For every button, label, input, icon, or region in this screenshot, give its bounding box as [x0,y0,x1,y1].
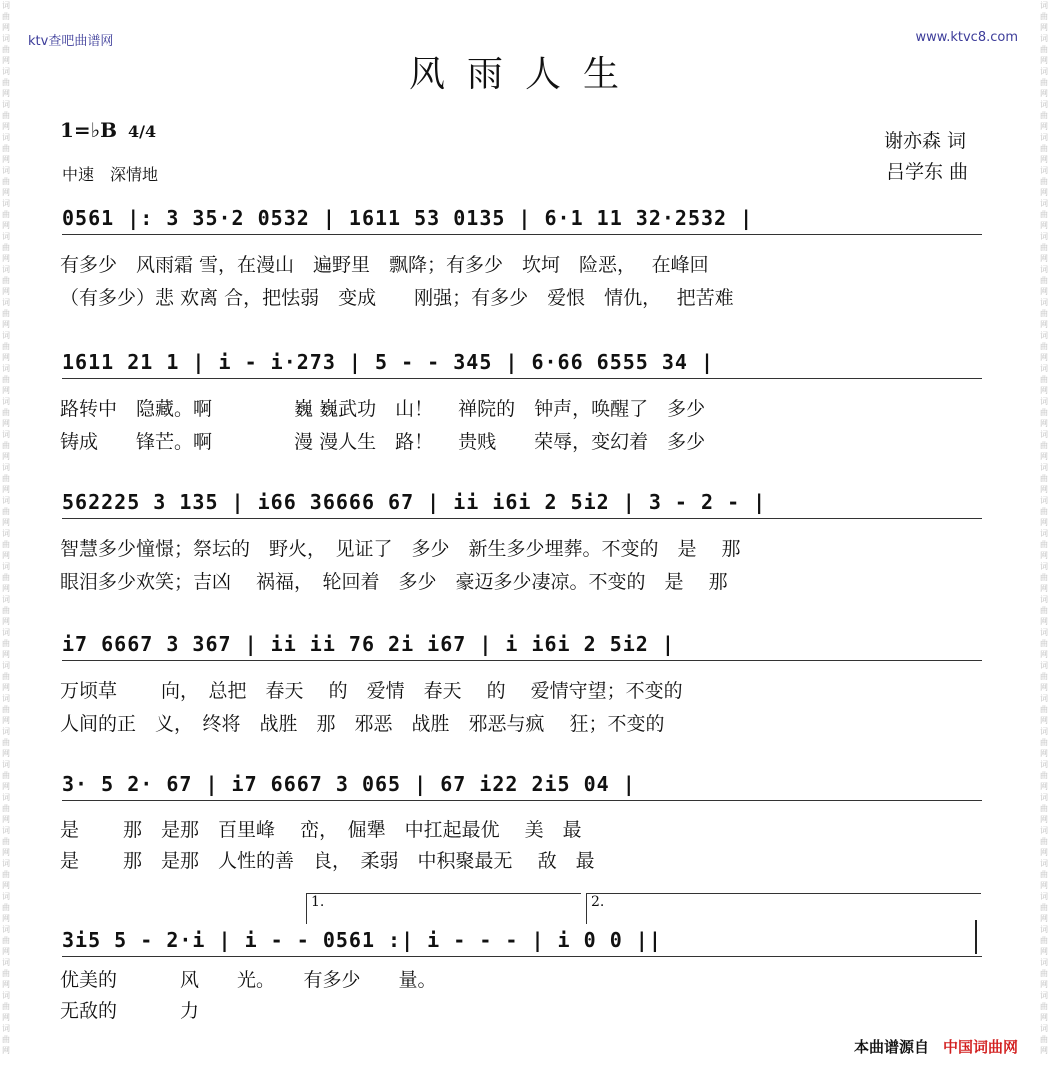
notation-line: i7 6667 3 367 | ii ii 76 2i i67 | i i6i 2 5i2 | [62,632,675,656]
watermark-char: 曲 [2,45,10,54]
watermark-char: 网 [2,848,10,857]
watermark-char: 词 [2,463,10,472]
watermark-char: 词 [2,298,10,307]
watermark-char: 网 [2,254,10,263]
watermark-char: 词 [1040,232,1048,241]
watermark-char: 词 [1040,694,1048,703]
watermark-char: 网 [2,23,10,32]
watermark-char: 词 [2,430,10,439]
watermark-char: 曲 [1040,144,1048,153]
lyric-line: 智慧多少憧憬；祭坛的 野火， 见证了 多少 新生多少埋葬。不变的 是 那 [60,538,741,560]
watermark-char: 词 [1040,727,1048,736]
watermark-char: 网 [2,1046,10,1055]
underline-beam [62,660,982,661]
lyric-line: 路转中 隐藏。啊 巍 巍武功 山！ 禅院的 钟声，唤醒了 多少 [60,398,706,420]
watermark-char: 词 [2,661,10,670]
watermark-strip-right [1038,0,1050,1083]
watermark-char: 词 [1040,364,1048,373]
notation-line: 1611 21 1 | i - i·273 | 5 - - 345 | 6·66 6555 34 | [62,350,715,374]
watermark-char: 网 [1040,23,1048,32]
watermark-char: 词 [1040,199,1048,208]
watermark-char: 曲 [1040,342,1048,351]
watermark-char: 曲 [1040,474,1048,483]
watermark-char: 曲 [2,771,10,780]
watermark-char: 曲 [1040,705,1048,714]
watermark-char: 词 [2,166,10,175]
watermark-char: 曲 [2,969,10,978]
watermark-char: 网 [1040,221,1048,230]
watermark-char: 网 [2,782,10,791]
watermark-char: 曲 [2,639,10,648]
time-signature: 4/4 [127,122,157,141]
notation-line: 562225 3 135 | i66 36666 67 | ii i6i 2 5i2 | 3 - 2 - | [62,490,767,514]
watermark-char: 网 [2,815,10,824]
watermark-char: 曲 [2,177,10,186]
watermark-char: 网 [2,452,10,461]
watermark-char: 网 [1040,89,1048,98]
watermark-char: 网 [1040,155,1048,164]
watermark-char: 词 [1040,166,1048,175]
watermark-char: 词 [1040,925,1048,934]
watermark-char: 网 [2,617,10,626]
lyric-line: 人间的正 义， 终将 战胜 那 邪恶 战胜 邪恶与疯 狂；不变的 [60,713,665,735]
watermark-char: 曲 [2,870,10,879]
watermark-char: 词 [1040,793,1048,802]
watermark-char: 曲 [1040,837,1048,846]
watermark-char: 网 [1040,254,1048,263]
watermark-char: 网 [2,320,10,329]
watermark-char: 词 [2,397,10,406]
composer-credit: 吕学东 曲 [886,161,969,183]
watermark-char: 词 [2,595,10,604]
site-url-right[interactable]: www.ktvc8.com [915,30,1018,45]
lyricist-credit: 谢亦森 词 [884,130,967,152]
source-label: 本曲谱源自 [853,1038,929,1056]
lyric-line: 是 那 是那 人性的善 良， 柔弱 中积聚最无 敌 最 [60,850,595,872]
watermark-char: 词 [2,925,10,934]
watermark-char: 网 [1040,452,1048,461]
watermark-char: 词 [1040,430,1048,439]
watermark-char: 曲 [2,738,10,747]
watermark-char: 词 [1040,331,1048,340]
watermark-char: 词 [2,232,10,241]
watermark-char: 曲 [2,540,10,549]
watermark-char: 网 [2,221,10,230]
watermark-char: 曲 [2,474,10,483]
watermark-char: 网 [2,518,10,527]
lyric-line: 眼泪多少欢笑；吉凶 祸福， 轮回着 多少 豪迈多少凄凉。不变的 是 那 [60,571,728,593]
watermark-char: 网 [1040,122,1048,131]
watermark-char: 网 [2,485,10,494]
watermark-char: 词 [1040,595,1048,604]
watermark-char: 网 [1040,320,1048,329]
watermark-char: 网 [2,650,10,659]
watermark-char: 曲 [1040,903,1048,912]
watermark-char: 曲 [1040,210,1048,219]
watermark-char: 曲 [2,1002,10,1011]
watermark-char: 网 [2,980,10,989]
watermark-char: 词 [2,892,10,901]
source-link[interactable]: 中国词曲网 [942,1038,1018,1056]
notation-line: 3i5 5 - 2·i | i - - 0561 :| i - - - | i 0 0 || [62,928,662,952]
watermark-char: 词 [2,991,10,1000]
watermark-char: 网 [2,56,10,65]
lyric-line: 万顷草 向， 总把 春天 的 爱情 春天 的 爱情守望；不变的 [60,680,683,702]
watermark-char: 曲 [2,573,10,582]
watermark-char: 网 [2,353,10,362]
watermark-char: 词 [2,727,10,736]
watermark-char: 曲 [1040,111,1048,120]
watermark-char: 曲 [1040,408,1048,417]
watermark-char: 网 [1040,188,1048,197]
watermark-char: 网 [2,749,10,758]
watermark-char: 曲 [2,837,10,846]
watermark-char: 词 [1040,892,1048,901]
final-barline [975,920,977,954]
watermark-char: 词 [2,562,10,571]
watermark-char: 网 [2,947,10,956]
watermark-char: 曲 [1040,606,1048,615]
notation-line: 0561 |: 3 35·2 0532 | 1611 53 0135 | 6·1 11 32·2532 | [62,206,754,230]
watermark-char: 曲 [1040,276,1048,285]
key-signature [60,118,156,142]
tempo-marking: 中速 深情地 [62,165,159,184]
lyric-line: 无敌的 力 [60,1000,200,1022]
watermark-char: 词 [1040,67,1048,76]
underline-beam [62,234,982,235]
watermark-char: 网 [1040,848,1048,857]
watermark-char: 网 [1040,551,1048,560]
underline-beam [62,518,982,519]
lyric-line: 铸成 锋芒。啊 漫 漫人生 路！ 贵贱 荣辱，变幻着 多少 [60,431,706,453]
watermark-char: 词 [1040,496,1048,505]
watermark-char: 曲 [2,243,10,252]
watermark-char: 词 [1040,397,1048,406]
watermark-char: 网 [2,89,10,98]
watermark-char: 曲 [1040,771,1048,780]
watermark-char: 词 [2,67,10,76]
watermark-char: 词 [1040,463,1048,472]
watermark-char: 词 [1040,760,1048,769]
watermark-char: 曲 [1040,12,1048,21]
watermark-char: 曲 [2,705,10,714]
notation-line: 3· 5 2· 67 | i7 6667 3 065 | 67 i22 2i5 04 | [62,772,636,796]
watermark-char: 曲 [1040,969,1048,978]
song-title: 风雨人生 [408,54,641,95]
watermark-char: 词 [1040,826,1048,835]
watermark-char: 曲 [2,210,10,219]
watermark-char: 网 [1040,782,1048,791]
watermark-char: 网 [2,122,10,131]
watermark-char: 网 [1040,980,1048,989]
watermark-char: 曲 [2,804,10,813]
underline-beam [62,800,982,801]
watermark-char: 曲 [2,507,10,516]
watermark-char: 曲 [1040,936,1048,945]
watermark-char: 词 [1040,100,1048,109]
underline-beam [62,956,982,957]
watermark-char: 网 [2,188,10,197]
watermark-char: 曲 [2,111,10,120]
key-text: 1=♭B [60,118,118,142]
watermark-char: 网 [1040,749,1048,758]
watermark-char: 网 [2,386,10,395]
watermark-char: 曲 [1040,804,1048,813]
watermark-char: 词 [2,793,10,802]
watermark-char: 词 [1040,991,1048,1000]
watermark-char: 词 [2,1,10,10]
watermark-char: 词 [2,199,10,208]
watermark-char: 网 [1040,881,1048,890]
lyric-line: 优美的 风 光。 有多少 量。 [60,969,437,991]
watermark-char: 曲 [1040,738,1048,747]
watermark-char: 曲 [1040,1002,1048,1011]
watermark-char: 曲 [1040,441,1048,450]
watermark-char: 词 [2,826,10,835]
watermark-char: 网 [2,716,10,725]
watermark-char: 词 [1040,958,1048,967]
watermark-char: 网 [2,584,10,593]
watermark-char: 网 [1040,419,1048,428]
watermark-char: 网 [1040,353,1048,362]
watermark-char: 曲 [1040,78,1048,87]
watermark-char: 网 [1040,485,1048,494]
lyric-line: （有多少）悲 欢离 合，把怯弱 变成 刚强；有多少 爱恨 情仇， 把苦难 [60,287,734,309]
watermark-char: 词 [2,958,10,967]
watermark-char: 词 [2,100,10,109]
watermark-char: 词 [1040,133,1048,142]
watermark-char: 网 [1040,584,1048,593]
watermark-char: 曲 [2,309,10,318]
watermark-char: 词 [1040,529,1048,538]
watermark-char: 网 [2,1013,10,1022]
watermark-char: 网 [1040,1046,1048,1055]
watermark-char: 曲 [1040,309,1048,318]
watermark-char: 网 [1040,1013,1048,1022]
watermark-char: 词 [2,364,10,373]
watermark-char: 网 [1040,716,1048,725]
watermark-char: 网 [1040,287,1048,296]
watermark-char: 网 [1040,815,1048,824]
watermark-char: 曲 [1040,507,1048,516]
watermark-char: 曲 [2,903,10,912]
watermark-char: 网 [2,551,10,560]
watermark-char: 曲 [1040,375,1048,384]
watermark-char: 曲 [2,1035,10,1044]
watermark-char: 词 [1040,1,1048,10]
lyric-line: 是 那 是那 百里峰 峦， 倔犟 中扛起最优 美 最 [60,819,582,841]
watermark-char: 曲 [2,441,10,450]
source-footer [854,1036,1018,1057]
watermark-char: 曲 [2,375,10,384]
watermark-char: 词 [2,529,10,538]
watermark-char: 曲 [2,936,10,945]
watermark-char: 词 [1040,661,1048,670]
watermark-char: 词 [2,694,10,703]
watermark-char: 网 [2,683,10,692]
watermark-strip-left [0,0,12,1083]
watermark-char: 网 [1040,56,1048,65]
watermark-char: 网 [1040,518,1048,527]
watermark-char: 词 [2,34,10,43]
watermark-char: 网 [1040,617,1048,626]
watermark-char: 曲 [1040,573,1048,582]
watermark-char: 词 [1040,298,1048,307]
watermark-char: 网 [1040,683,1048,692]
watermark-char: 曲 [2,408,10,417]
watermark-char: 曲 [1040,639,1048,648]
watermark-char: 曲 [1040,177,1048,186]
watermark-char: 词 [2,859,10,868]
watermark-char: 网 [1040,914,1048,923]
watermark-char: 网 [2,419,10,428]
watermark-char: 曲 [2,672,10,681]
watermark-char: 网 [2,881,10,890]
lyric-line: 有多少 风雨霜 雪，在漫山 遍野里 飘降；有多少 坎坷 险恶， 在峰回 [60,254,709,276]
watermark-char: 网 [1040,650,1048,659]
watermark-char: 网 [2,914,10,923]
watermark-char: 曲 [2,342,10,351]
watermark-char: 曲 [2,12,10,21]
watermark-char: 曲 [2,78,10,87]
watermark-char: 词 [2,1024,10,1033]
watermark-char: 网 [2,155,10,164]
watermark-char: 词 [1040,859,1048,868]
watermark-char: 网 [1040,947,1048,956]
site-name-left[interactable]: ktv查吧曲谱网 [28,34,114,49]
watermark-char: 词 [1040,628,1048,637]
watermark-char: 曲 [2,276,10,285]
watermark-char: 词 [2,628,10,637]
watermark-char: 曲 [1040,45,1048,54]
watermark-char: 词 [1040,265,1048,274]
volta-bracket-2: 2. [586,893,981,924]
watermark-char: 词 [2,331,10,340]
volta-bracket-1: 1. [306,893,581,924]
watermark-char: 词 [2,760,10,769]
watermark-char: 曲 [1040,672,1048,681]
watermark-char: 词 [1040,34,1048,43]
watermark-char: 曲 [2,144,10,153]
watermark-char: 曲 [1040,870,1048,879]
watermark-char: 网 [2,287,10,296]
watermark-char: 曲 [2,606,10,615]
watermark-char: 词 [1040,1024,1048,1033]
watermark-char: 网 [1040,386,1048,395]
watermark-char: 曲 [1040,1035,1048,1044]
watermark-char: 词 [2,133,10,142]
watermark-char: 词 [2,496,10,505]
watermark-char: 曲 [1040,243,1048,252]
watermark-char: 曲 [1040,540,1048,549]
watermark-char: 词 [1040,562,1048,571]
underline-beam [62,378,982,379]
watermark-char: 词 [2,265,10,274]
